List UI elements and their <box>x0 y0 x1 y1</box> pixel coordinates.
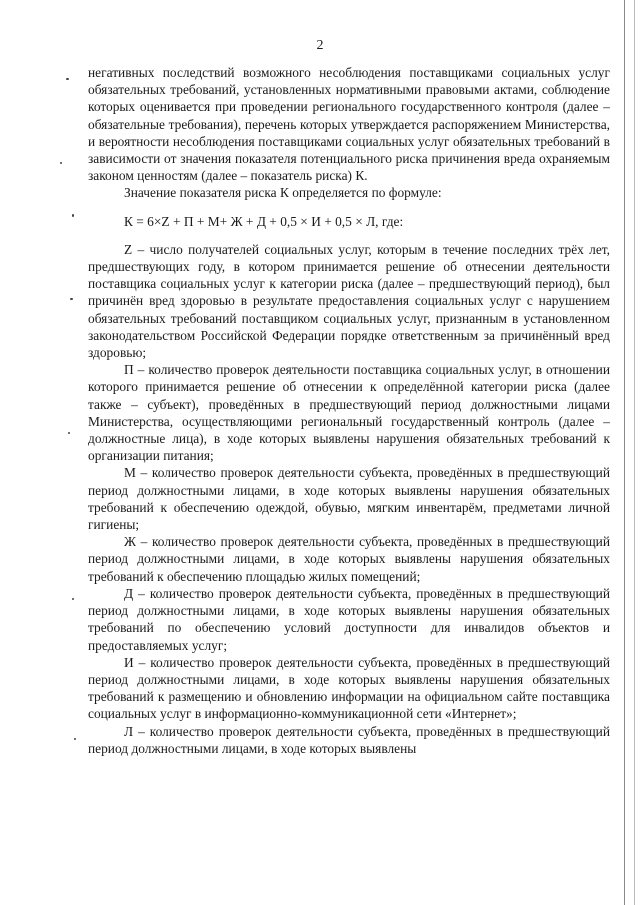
definition-p: П – количество проверок деятельности поставщика социальных услуг, в отношении которого принимается решение об отнесении к определённой категории риска (далее также – субъект), проведённых в предшествующий период должностными лицами Министерства, осуществляющими региональный государственный контроль (далее – должностные лица), в ходе которых выявлены нарушения обязательных требований к организации питания; <box>88 362 610 464</box>
definition-m: М – количество проверок деятельности субъекта, проведённых в предшествующий период должностными лицами, в ходе которых выявлены нарушения обязательных требований к обеспечению одеждой, обувью, мягким инвентарём, предметами личной гигиены; <box>88 465 610 533</box>
definition-z: Z – число получателей социальных услуг, которым в течение последних трёх лет, предшествующих году, в котором принимается решение об отнесении деятельности поставщика социальных услуг к категории риска (далее – предшествующий период), был причинён вред здоровью в результате предоставления социальных услуг с нарушением обязательных требований поставщиком социальных услуг, признанным в установленном законодательством Российской Федерации порядке ответственным за причинённый вред здоровью; <box>88 241 610 361</box>
scan-edge-line <box>624 0 625 905</box>
scan-speck <box>72 214 74 217</box>
scan-speck <box>68 432 70 434</box>
definition-zh: Ж – количество проверок деятельности субъекта, проведённых в предшествующий период должностными лицами, в ходе которых выявлены нарушения обязательных требований к обеспечению площадью жилых помещений; <box>88 534 610 584</box>
document-body <box>88 64 610 757</box>
paragraph-intro: негативных последствий возможного несоблюдения поставщиками социальных услуг обязательных требований, установленных нормативными правовыми актами, соблюдение которых оценивается при проведении регионального государственного контроля (далее – обязательные требования), перечень которых утверждается распоряжением Министерства, и вероятности несоблюдения поставщиками социальных услуг обязательных требований в зависимости от значения показателя потенциального риска причинения вреда охраняемым законом ценностям (далее – показатель риска) К. <box>88 65 610 184</box>
definition-d: Д – количество проверок деятельности субъекта, проведённых в предшествующий период должностными лицами, в ходе которых выявлены нарушения обязательных требований по обеспечению условий доступности для инвалидов объектов и предоставляемых услуг; <box>88 585 610 653</box>
scan-speck <box>72 598 74 600</box>
scan-speck <box>70 298 73 300</box>
paragraph-formula-lead: Значение показателя риска К определяется по формуле: <box>124 185 442 201</box>
page-number: 2 <box>316 38 324 53</box>
risk-formula: К = 6×Z + П + М+ Ж + Д + 0,5 × И + 0,5 × Л, где: <box>124 213 404 229</box>
scan-edge-line <box>634 0 635 905</box>
scan-speck <box>66 78 69 80</box>
scan-speck <box>74 738 76 740</box>
definition-i: И – количество проверок деятельности субъекта, проведённых в предшествующий период должностными лицами, в ходе которых выявлены нарушения обязательных требований к размещению и обновлению информации на официальном сайте поставщика социальных услуг в информационно-коммуникационной сети «Интернет»; <box>88 654 610 722</box>
definition-l: Л – количество проверок деятельности субъекта, проведённых в предшествующий период должностными лицами, в ходе которых выявлены <box>88 723 610 756</box>
scan-speck <box>60 162 62 164</box>
